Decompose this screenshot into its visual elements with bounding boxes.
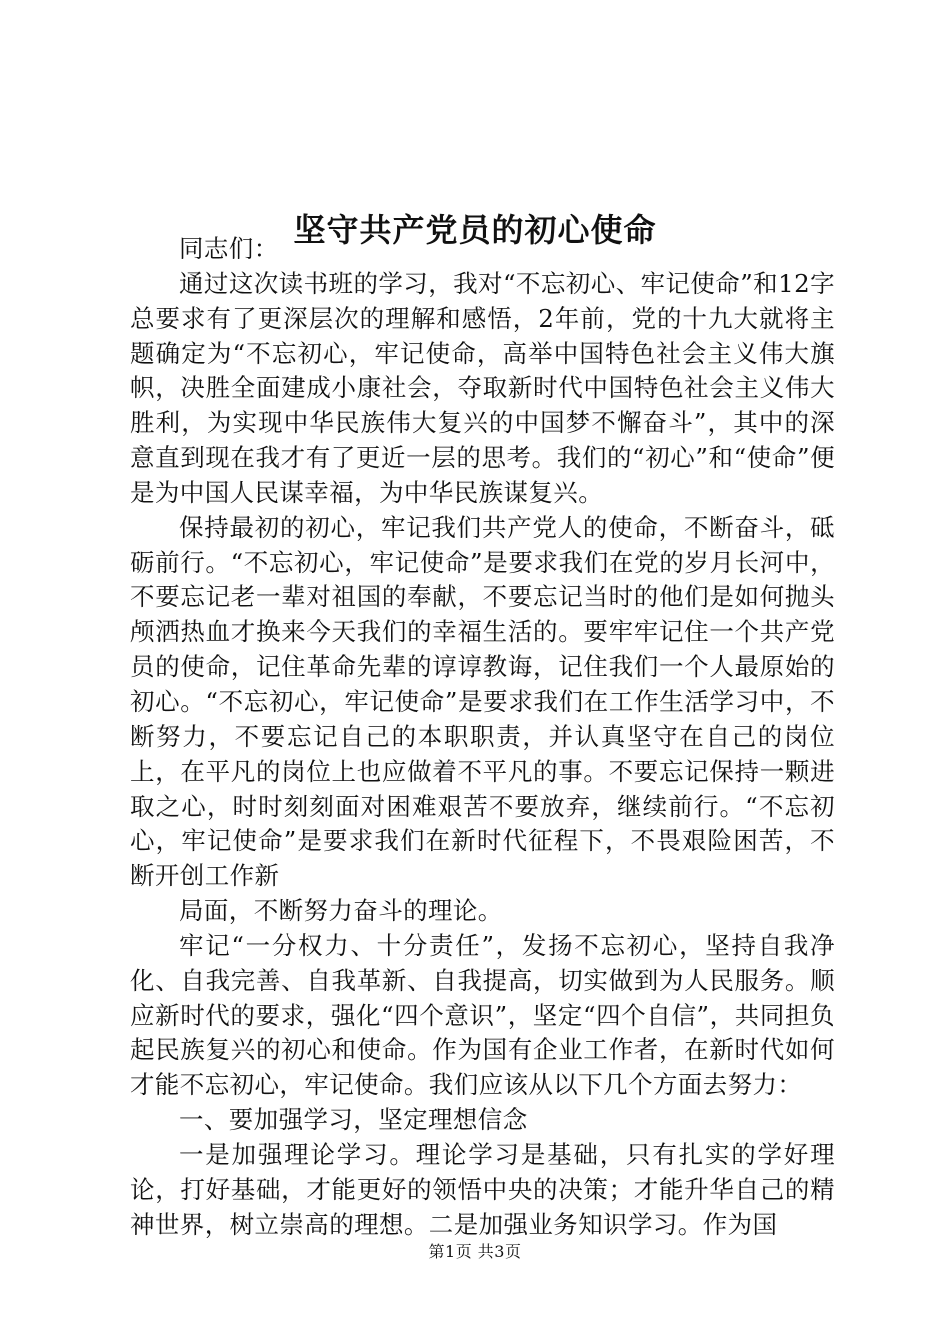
document-body (130, 232, 835, 1242)
page-footer: 第1页 共3页 (428, 1242, 522, 1261)
paragraph: 通过这次读书班的学习，我对“不忘初心、牢记使命”和12字总要求有了更深层次的理解和感悟，2年前，党的十九大就将主题确定为“不忘初心，牢记使命，高举中国特色社会主义伟大旗帜，决胜全面建成小康社会，夺取新时代中国特色社会主义伟大胜利，为实现中华民族伟大复兴的中国梦不懈奋斗”，其中的深意直到现在我才有了更近一层的思考。我们的“初心”和“使命”便是为中国人民谋幸福，为中华民族谋复兴。 (130, 268, 835, 507)
paragraph: 牢记“一分权力、十分责任”，发扬不忘初心，坚持自我净化、自我完善、自我革新、自我提高，切实做到为人民服务。顺应新时代的要求，强化“四个意识”，坚定“四个自信”，共同担负起民族复兴的初心和使命。作为国有企业工作者，在新时代如何才能不忘初心，牢记使命。我们应该从以下几个方面去努力： (130, 930, 835, 1100)
greeting: 同志们： (179, 234, 279, 263)
paragraph: 一是加强理论学习。理论学习是基础，只有扎实的学好理论，打好基础，才能更好的领悟中央的决策；才能升华自己的精神世界，树立崇高的理想。二是加强业务知识学习。作为国 (130, 1139, 835, 1239)
paragraph: 局面，不断努力奋斗的理论。 (179, 896, 503, 926)
section-heading: 一、要加强学习，坚定理想信念 (179, 1105, 528, 1135)
paragraph: 保持最初的初心，牢记我们共产党人的使命，不断奋斗，砥砺前行。“不忘初心，牢记使命”是要求我们在党的岁月长河中，不要忘记老一辈对祖国的奉献，不要忘记当时的他们是如何抛头颅洒热血才换来今天我们的幸福生活的。要牢牢记住一个共产党员的使命，记住革命先辈的谆谆教诲，记住我们一个人最原始的初心。“不忘初心，牢记使命”是要求我们在工作生活学习中，不断努力，不要忘记自己的本职职责，并认真坚守在自己的岗位上，在平凡的岗位上也应做着不平凡的事。不要忘记保持一颗进取之心，时时刻刻面对困难艰苦不要放弃，继续前行。“不忘初心，牢记使命”是要求我们在新时代征程下，不畏艰险困苦，不断开创工作新 (130, 512, 835, 891)
page-title: 坚守共产党员的初心使命 (293, 211, 657, 250)
